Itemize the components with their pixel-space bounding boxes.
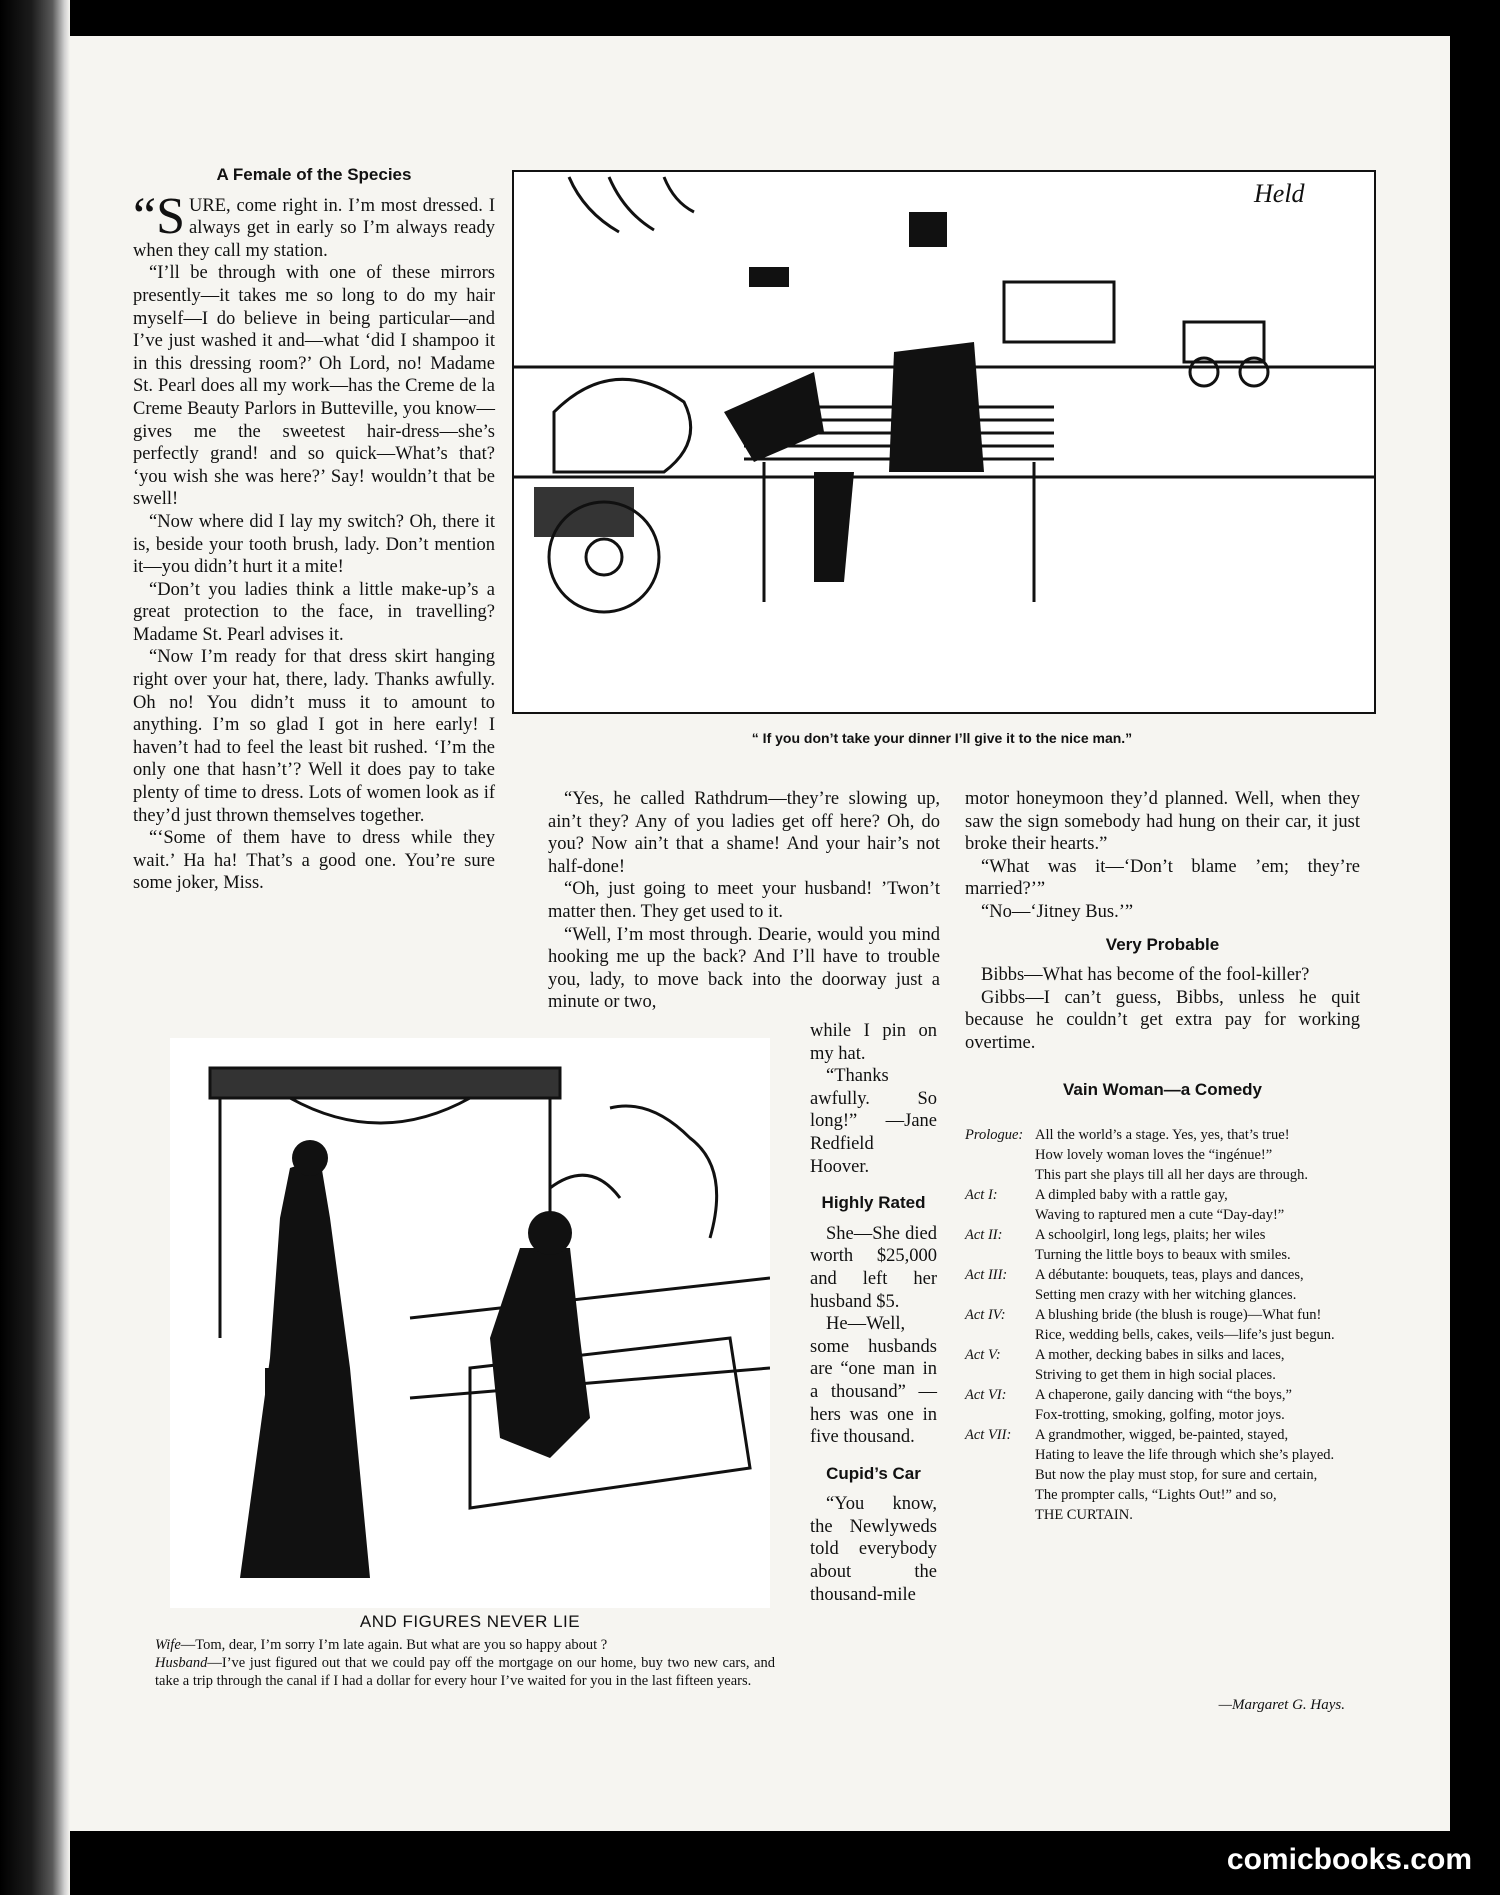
artist-signature: Held [1254,179,1305,208]
poem-line-text: A mother, decking babes in silks and laces, [1035,1347,1285,1363]
poem-line [965,1465,1360,1485]
poem-line-label: Act VI: [965,1387,1007,1403]
poem-line-text: Waving to raptured men a cute “Day-day!” [1035,1207,1285,1223]
poem-line [965,1505,1360,1525]
poem-line-label [965,1485,1035,1505]
poem-line [965,1365,1360,1385]
poem-line-text: The prompter calls, “Lights Out!” and so, [1035,1487,1277,1503]
poem-line-text: Striving to get them in high social places. [1035,1367,1276,1383]
poem-line-label [965,1325,1035,1345]
cartoon-figures-never-lie-drawing [170,1038,770,1608]
poem-line-label [965,1445,1035,1465]
poem-line-label: Act IV: [965,1307,1006,1323]
poem-line-text: How lovely woman loves the “ingénue!” [1035,1147,1273,1163]
poem-line [965,1445,1360,1465]
paragraph: “You know, the Newlyweds told everybody about the thousand-mile [810,1494,937,1605]
paragraph: Bibbs—What has become of the fool-killer? [981,965,1310,986]
paragraph: He—Well, some husbands are “one man in a thousand” —hers was one in five thousand. [810,1314,937,1448]
poem-line-text: A débutante: bouquets, teas, plays and dances, [1035,1267,1304,1283]
poem-line-text: Fox-trotting, smoking, golfing, motor joys. [1035,1407,1285,1423]
paragraph: “Now where did I lay my switch? Oh, there it is, beside your tooth brush, lady. Don’t mention it—you didn’t hurt it a mite! [133,511,495,578]
poem-line-label [965,1285,1035,1305]
poem-line-text: This part she plays till all her days are through. [1035,1167,1309,1183]
article-heading: A Female of the Species [216,165,412,184]
cartoon2-dialogue [155,1636,775,1690]
paragraph: “Thanks awfully. So long!” —Jane Redfield Hoover. [810,1066,937,1177]
drop-cap: “S [133,187,185,245]
poem-line-label: Act III: [965,1267,1008,1283]
cartoon2-title: AND FIGURES NEVER LIE [359,1612,581,1631]
poem-line-label: Act I: [965,1187,998,1203]
poem-line-label [965,1165,1035,1185]
poem-line-label: Prologue: [965,1127,1024,1143]
poem-line-text: Hating to leave the life through which she’s played. [1035,1447,1335,1463]
poem-line-label [965,1505,1035,1525]
paragraph: while I pin on my hat. [810,1021,937,1064]
paragraph: “SURE, come right in. I’m most dressed. I always get in early so I’m always ready when they call my station. [133,187,495,261]
paragraph: “I’ll be through with one of these mirrors presently—it takes me so long to do my hair myself—I do believe in being particular—and I’ve just washed it and—what ‘did I shampoo it in this dressing room?’ Oh Lord, no! Madame St. Pearl does all my work—has the Creme de la Creme Beauty Parlors in Butteville, you know—gives me the sweetest hair-dress—she’s perfectly grand! and so quick—What’s that? ‘you wish she was here?’ Say! wouldn’t that be swell! [133,263,495,510]
poem-line [965,1225,1360,1245]
poem-line-text: But now the play must stop, for sure and certain, [1035,1467,1318,1483]
poem-line-text: A blushing bride (the blush is rouge)—What fun! [1035,1307,1322,1323]
heading-cupids-car: Cupid’s Car [826,1463,921,1483]
poem-line [965,1245,1360,1265]
paragraph: “Yes, he called Rathdrum—they’re slowing up, ain’t they? Any of you ladies get off here? Oh, do you? Now ain’t that a shame! And your hair’s not half-done! [548,789,940,877]
cartoon-park-bench-drawing [514,172,1374,712]
poem-line [965,1345,1360,1365]
poem-line [965,1165,1360,1185]
paragraph: “‘Some of them have to dress while they wait.’ Ha ha! That’s a good one. You’re sure some joker, Miss. [133,828,495,894]
poem-line-label: Act VII: [965,1427,1012,1443]
poem-line [965,1325,1360,1345]
poem-line-label [965,1465,1035,1485]
paragraph: motor honeymoon they’d planned. Well, when they saw the sign somebody had hung on their car, it just broke their hearts.” [965,789,1360,855]
poem-line [965,1385,1360,1405]
heading-highly-rated: Highly Rated [821,1193,926,1213]
poem-line-label [965,1205,1035,1225]
poem-line [965,1405,1360,1425]
paragraph: “Don’t you ladies think a little make-up’s a great protection to the face, in travelling? Madame St. Pearl advises it. [133,579,495,645]
husband-line: Husband—I’ve just figured out that we could pay off the mortgage on our home, buy two new cars, and take a trip through the canal if I had a dollar for every hour I’ve waited for you in the last fifteen years. [155,1655,775,1689]
poem-line-text: All the world’s a stage. Yes, yes, that’s true! [1035,1127,1290,1143]
poem-line-text: Rice, wedding bells, cakes, veils—life’s just begun. [1035,1327,1335,1343]
poem-line [965,1425,1360,1445]
poem-line-text: THE CURTAIN. [1035,1507,1133,1523]
poem-line [965,1185,1360,1205]
paragraph: “Well, I’m most through. Dearie, would you mind hooking me up the back? And I’ll have to trouble you, lady, to move back into the doorway just a minute or two, [548,924,940,1013]
poem-line [965,1305,1360,1325]
poem-line [965,1145,1360,1165]
poem-line [965,1265,1360,1285]
watermark: comicbooks.com [1226,1843,1472,1876]
cartoon-park-bench [512,170,1376,714]
poem-line-label [965,1365,1035,1385]
poem-line-label: Act II: [965,1227,1003,1243]
poem-line [965,1125,1360,1145]
poem-line [965,1205,1360,1225]
poem-line-text: A schoolgirl, long legs, plaits; her wiles [1035,1227,1266,1243]
paragraph: “No—‘Jitney Bus.’” [981,901,1134,922]
paragraph: “Oh, just going to meet your husband! ’Twon’t matter then. They get used to it. [548,879,940,922]
book-gutter [0,0,70,1895]
paragraph: She—She died worth $25,000 and left her husband $5. [810,1223,937,1312]
paragraph: “What was it—‘Don’t blame ’em; they’re married?’” [965,856,1360,900]
poem-line-label [965,1145,1035,1165]
poem-line-label: Act V: [965,1347,1001,1363]
poem-line-text: A grandmother, wigged, be-painted, stayed, [1035,1427,1289,1443]
article-col2-narrow [810,1020,937,1606]
poem-line-label [965,1405,1035,1425]
poem-line-text: Setting men crazy with her witching glances. [1035,1287,1297,1303]
poem-line-text: Turning the little boys to beaux with smiles. [1035,1247,1291,1263]
poem-line-label [965,1245,1035,1265]
cartoon-caption: “ If you don’t take your dinner I’ll give it to the nice man.” [751,730,1133,746]
wife-line: Wife—Tom, dear, I’m sorry I’m late again. But what are you so happy about ? [155,1637,608,1653]
poem-author: —Margaret G. Hays. [1218,1697,1345,1713]
article-col3 [965,788,1360,1109]
poem-vain-woman [965,1125,1360,1525]
paragraph: “Now I’m ready for that dress skirt hanging right over your hat, there, lady. Thanks awfully. Oh no! You didn’t muss it to amount to anything. I’m so glad I got in here early! I haven’t had to feel the least bit rushed. ‘I’m the only one that hasn’t’? Well it does pay to take plenty of time to dress. Lots of women look as if they’d just thrown themselves together. [133,647,495,826]
poem-line-text: A dimpled baby with a rattle gay, [1035,1187,1228,1203]
heading-vain-woman: Vain Woman—a Comedy [1062,1079,1262,1099]
heading-very-probable: Very Probable [1105,934,1220,954]
poem-line-text: A chaperone, gaily dancing with “the boys,” [1035,1387,1292,1403]
article-female-of-species [133,160,495,895]
poem-line [965,1485,1360,1505]
paragraph: Gibbs—I can’t guess, Bibbs, unless he quit because he couldn’t get extra pay for working overtime. [965,987,1360,1053]
cartoon-figures-never-lie [170,1038,770,1608]
article-col2-top [548,788,940,1014]
poem-line [965,1285,1360,1305]
